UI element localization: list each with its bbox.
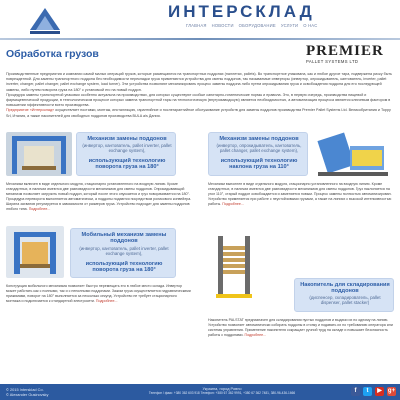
panel-dispenser-sub: (диспенсер, складирователь, pallet dispenser, pallet stacker) xyxy=(309,295,381,306)
changer-110-more-link[interactable]: Подробнее... xyxy=(222,202,244,206)
dispenser-more-link[interactable]: Подробнее... xyxy=(244,333,267,337)
footer-copyright-1: © 2015 Intersklad Co. xyxy=(6,387,44,392)
panel-changer-110[interactable] xyxy=(208,132,308,176)
intersklad-link[interactable]: Предприятие «Интерсклад» xyxy=(6,108,55,113)
changer-110-text: Механизм выполнен в виде отдельного модуля, стационарно установленного на входную линию. Кроме стандартных, в наличии имеются две разновидности механизмов для смены поддонов. Груз наклоняется на угол 110°, старый поддон освобождается и заменяется новым. Процесс замены полностью автоматизирован. Устройство применяется при работе с неустойчивыми грузами, а также на линиях с высокой интенсивностью работы. xyxy=(208,182,392,206)
mobile-inverter-description xyxy=(6,284,192,380)
dispenser-text: Накопитель PALSTAT предназначен для складирования пустых поддонов и выдачи их по одному на линию. Устройство позволяет автоматически собирать поддоны в стопку и подавать их по требованию оператора или системы управления. Применение накопителя сокращает ручной труд на складе и повышает безопасность работы с поддонами. xyxy=(208,318,393,337)
premier-logo xyxy=(306,44,392,70)
changer-110-description xyxy=(208,182,394,224)
panel-inverter-180-title: Механизм замены поддонов xyxy=(87,136,167,142)
dispenser-description xyxy=(208,318,394,380)
mobile-inverter-photo xyxy=(6,226,64,278)
panel-mobile-inverter-title2: использующий технологию поворота груза на 180° xyxy=(85,261,163,274)
site-logo-text[interactable]: ИНТЕРСКЛАД xyxy=(168,2,315,21)
panel-changer-110-title2: использующий технологию наклона груза на 110° xyxy=(220,158,298,171)
intro-paragraph-2: Процедура замены транспортной упаковки особенно актуальна на производствах, для которых существуют особые санитарно-гигиенические нормы и правила. Это, в первую очередь, производства пищевой и фармацевтической продукции, в технологическом процессе которых замена транспортной тары на технологическую (внутризаводскую) является необходимостью, а автоматизация процесса является ключевым фактором в повышении эффективности всего производства. xyxy=(6,92,391,108)
facebook-icon[interactable]: f xyxy=(351,387,360,396)
panel-inverter-180[interactable] xyxy=(76,132,176,176)
panel-changer-110-sub: (инвертор, опрокидыватель, кантователь, pallet changer, pallet exchange system), xyxy=(216,143,302,154)
panel-changer-110-title: Механизм замены поддонов xyxy=(219,136,299,142)
panel-mobile-inverter[interactable] xyxy=(70,228,176,278)
nav-item-equipment[interactable]: ОБОРУДОВАНИЕ xyxy=(238,23,276,28)
inverter-180-photo xyxy=(6,132,72,176)
inverter-180-description xyxy=(6,182,192,216)
nav-item-services[interactable]: УСЛУГИ xyxy=(280,23,299,28)
footer-city: Украина, город Ровно xyxy=(202,386,242,391)
partner-sub: PALLET SYSTEMS LTD xyxy=(306,59,359,64)
page-title: Обработка грузов xyxy=(6,48,99,60)
site-header xyxy=(0,0,400,42)
inverter-180-text: Механизм включен в виде отдельного модуля, стационарно установленного на входную линию. Кроме стандартных, в наличии имеются две разновидности механизмов для смены поддонов. Опрокидывающий механизм позволяет загрузить новый поддон, который после этого опускается и груз поворачивается на 180°. Процедура переворота выполняется автоматически, а поддоны подаются посредством роликового конвейера. Ширина захватов регулируется в зависимости от размеров груза. Устройство подходит для замены поддонов любого типа. xyxy=(6,182,192,211)
social-links xyxy=(351,387,396,396)
site-footer xyxy=(0,384,400,400)
panel-mobile-inverter-sub: (инвертор, кантователь, pallet inverter, pallet exchange system), xyxy=(79,246,169,257)
nav-item-home[interactable]: ГЛАВНАЯ xyxy=(186,23,207,28)
nav-item-news[interactable]: НОВОСТИ xyxy=(211,23,234,28)
panel-inverter-180-title2: использующий технологию поворота груза на 180° xyxy=(88,158,166,171)
twitter-icon[interactable]: t xyxy=(363,387,372,396)
intro-paragraph-3 xyxy=(6,108,394,118)
inverter-180-more-link[interactable]: Подробнее... xyxy=(28,207,51,211)
company-logo-icon[interactable] xyxy=(26,2,64,38)
main-nav xyxy=(186,23,317,28)
header-divider xyxy=(0,38,400,40)
footer-copyright-2: © Alexander Gusinovsky xyxy=(6,392,49,397)
panel-inverter-180-sub: (инвертор, кантователь, pallet inverter, pallet exchange system), xyxy=(82,143,172,154)
intro-paragraph-1: Производственные предприятия и компании самой малых операций грузов, которые размещаются на транспортных поддонах (паллетах, pallets). Во транспортное упакована, как и любое другое тара, подвержена риску быть поврежденной. Для замены транспортного поддона без необходимости перекладки груза применяются устройства для смены поддонов, так называемые инверторы (инвертор, опрокидыватель, кантователь, inverter, pallet inverter, changer, pallet changer, pallet exchange system, load turner). Эти устройства позволяют механизировать процесс замены поддона либо путем опрокидывания груза и освобождения поддона для его последующей замены, либо путем поворота груза на 180° с установкой его на новый поддон. xyxy=(6,72,392,92)
youtube-icon[interactable]: ▶ xyxy=(375,387,384,396)
partner-name: PREMIER xyxy=(306,43,384,59)
dispenser-photo xyxy=(212,232,256,300)
google-plus-icon[interactable]: g+ xyxy=(387,388,396,394)
intro-text xyxy=(6,72,394,119)
mobile-inverter-text: Конструкция мобильного механизма позволяет быстро перемещать его в любое место склада. Инвертор может работать как с полными, так и с неполными поддонами. Зажим груза осуществляется гидравлическими прижимами, поворот на 180° выполняется за несколько секунд. Устройство не требует стационарного монтажа и подключается к стандартной электросети. xyxy=(6,284,191,303)
panel-dispenser[interactable] xyxy=(294,278,394,312)
footer-copyright xyxy=(6,387,48,397)
mobile-inverter-more-link[interactable]: Подробнее... xyxy=(95,299,118,303)
nav-item-about[interactable]: О НАС xyxy=(303,23,318,28)
intro-paragraph-3-text: осуществляет поставки, монтаж, инсталляцию, гарантийное и послегарантийное обслуживание устройств для замены поддонов производства Premier Pallet Systems Ltd. Великобритания и Toppy Srl, Италия, а также накопителей для свободных поддонов производства BULA а/s Дания. xyxy=(6,108,391,118)
panel-dispenser-title: Накопитель для складирования поддонов xyxy=(300,282,390,295)
panel-mobile-inverter-title: Мобильный механизм замены поддонов xyxy=(81,232,167,245)
footer-phones: Телефон / факс: +380 362 603 918 Телефон: +380 67 362 9991, +380 67 362 7481, 380-96-436-1666 xyxy=(148,391,296,396)
footer-contact xyxy=(142,386,302,397)
changer-110-photo xyxy=(312,128,394,180)
